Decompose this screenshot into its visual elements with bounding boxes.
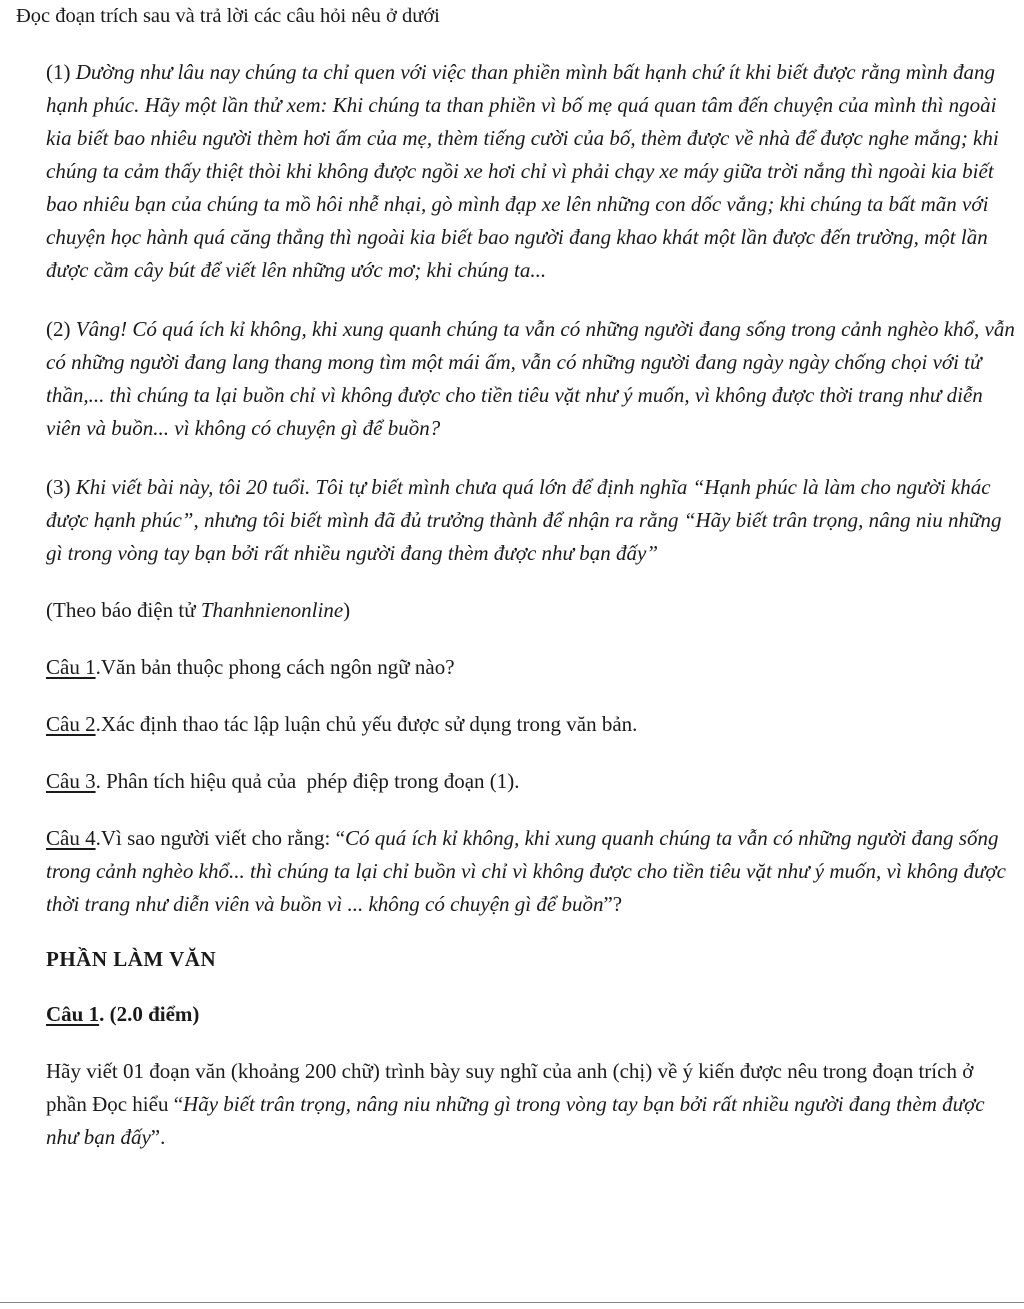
question-label: Câu 4 bbox=[46, 826, 96, 850]
paragraph-text: Dường như lâu nay chúng ta chỉ quen với việc than phiền mình bất hạnh chứ ít khi biết được rằng mình đang hạnh phúc. Hãy một lần thử xem: Khi chúng ta than phiền vì bố mẹ quá quan tâm đến chuyện của mình thì ngoài kia biết bao nhiêu người thèm hơi ấm của mẹ, thèm tiếng cười của bố, thèm được về nhà để được nghe mắng; khi chúng ta cảm thấy thiệt thòi khi không được ngồi xe hơi chỉ vì phải chạy xe máy giữa trời nắng thì ngoài kia biết bao nhiêu bạn của chúng ta mồ hôi nhễ nhại, gò mình đạp xe lên những con dốc vắng; khi chúng ta bất mãn với chuyện học hành quá căng thẳng thì ngoài kia biết bao người đang khao khát một lần được đến trường, một lần được cầm cây bút để viết lên những ước mơ; khi chúng ta... bbox=[46, 60, 999, 282]
question-separator: . bbox=[95, 826, 101, 850]
paragraph-number: (1) bbox=[46, 60, 71, 84]
writing-question-heading bbox=[46, 998, 1016, 1031]
question-text: Phân tích hiệu quả của phép điệp trong đoạn (1). bbox=[106, 769, 520, 793]
source-prefix: (Theo báo điện tử bbox=[46, 598, 201, 622]
paragraph-text: Khi viết bài này, tôi 20 tuổi. Tôi tự biết mình chưa quá lớn để định nghĩa “Hạnh phúc là làm cho người khác được hạnh phúc”, nhưng tôi biết mình đã đủ trưởng thành để nhận ra rằng “Hãy biết trân trọng, nâng niu những gì trong vòng tay bạn bởi rất nhiều người đang thèm được như bạn đấy” bbox=[46, 475, 1002, 565]
question-text: Xác định thao tác lập luận chủ yếu được sử dụng trong văn bản. bbox=[100, 712, 638, 736]
writing-task-end: ”. bbox=[150, 1125, 166, 1149]
writing-task-text: Hãy viết 01 đoạn văn (khoảng 200 chữ) trình bày suy nghĩ của anh (chị) về ý kiến được nêu trong đoạn trích ở phần Đọc hiểu “ bbox=[46, 1059, 974, 1116]
question-1 bbox=[46, 651, 1016, 684]
question-separator: . bbox=[95, 712, 101, 736]
question-text-end: ”? bbox=[603, 892, 623, 916]
paragraph-text: Vâng! Có quá ích kỉ không, khi xung quanh chúng ta vẫn có những người đang sống trong cảnh nghèo khổ, vẫn có những người đang lang thang mong tìm một mái ấm, vẫn có những người đang ngày ngày chống chọi với tử thần,... thì chúng ta lại buồn chỉ vì không được cho tiền tiêu vặt như ý muốn, vì không được thời trang như diễn viên và buồn... vì không có chuyện gì để buồn? bbox=[46, 317, 1015, 440]
writing-question-points: . (2.0 điểm) bbox=[99, 1002, 200, 1026]
question-label: Câu 2 bbox=[46, 712, 96, 736]
writing-task bbox=[46, 1055, 1016, 1154]
writing-question-label: Câu 1 bbox=[46, 1002, 100, 1026]
source-citation bbox=[46, 594, 1016, 627]
question-label: Câu 1 bbox=[46, 655, 96, 679]
question-quote: Có quá ích kỉ không, khi xung quanh chúng ta vẫn có những người đang sống trong cảnh nghèo khổ... thì chúng ta lại chỉ buồn vì chỉ vì không được cho tiền tiêu vặt như ý muốn, vì không được thời trang như diễn viên và buồn vì ... không có chuyện gì để buồn bbox=[46, 826, 1006, 916]
source-suffix: ) bbox=[343, 598, 351, 622]
paragraph-number: (3) bbox=[46, 475, 71, 499]
question-text: Vì sao người viết cho rằng: “ bbox=[100, 826, 345, 850]
writing-task-quote: Hãy biết trân trọng, nâng niu những gì trong vòng tay bạn bởi rất nhiều người đang thèm được như bạn đấy bbox=[46, 1092, 985, 1149]
reading-instruction: Đọc đoạn trích sau và trả lời các câu hỏi nêu ở dưới bbox=[16, 5, 440, 27]
question-separator: . bbox=[95, 655, 101, 679]
passage-paragraph-3 bbox=[46, 471, 1016, 570]
writing-section-title: PHẦN LÀM VĂN bbox=[46, 947, 217, 971]
question-text: Văn bản thuộc phong cách ngôn ngữ nào? bbox=[100, 655, 455, 679]
question-3 bbox=[46, 765, 1016, 798]
page-bottom-divider bbox=[0, 1302, 1024, 1303]
paragraph-number: (2) bbox=[46, 317, 71, 341]
passage-paragraph-2 bbox=[46, 313, 1016, 445]
source-name: Thanhnienonline bbox=[200, 598, 344, 622]
question-label: Câu 3 bbox=[46, 769, 96, 793]
passage-paragraph-1 bbox=[46, 56, 1016, 287]
question-4 bbox=[46, 822, 1016, 921]
question-2 bbox=[46, 708, 1016, 741]
question-separator: . bbox=[95, 769, 107, 793]
